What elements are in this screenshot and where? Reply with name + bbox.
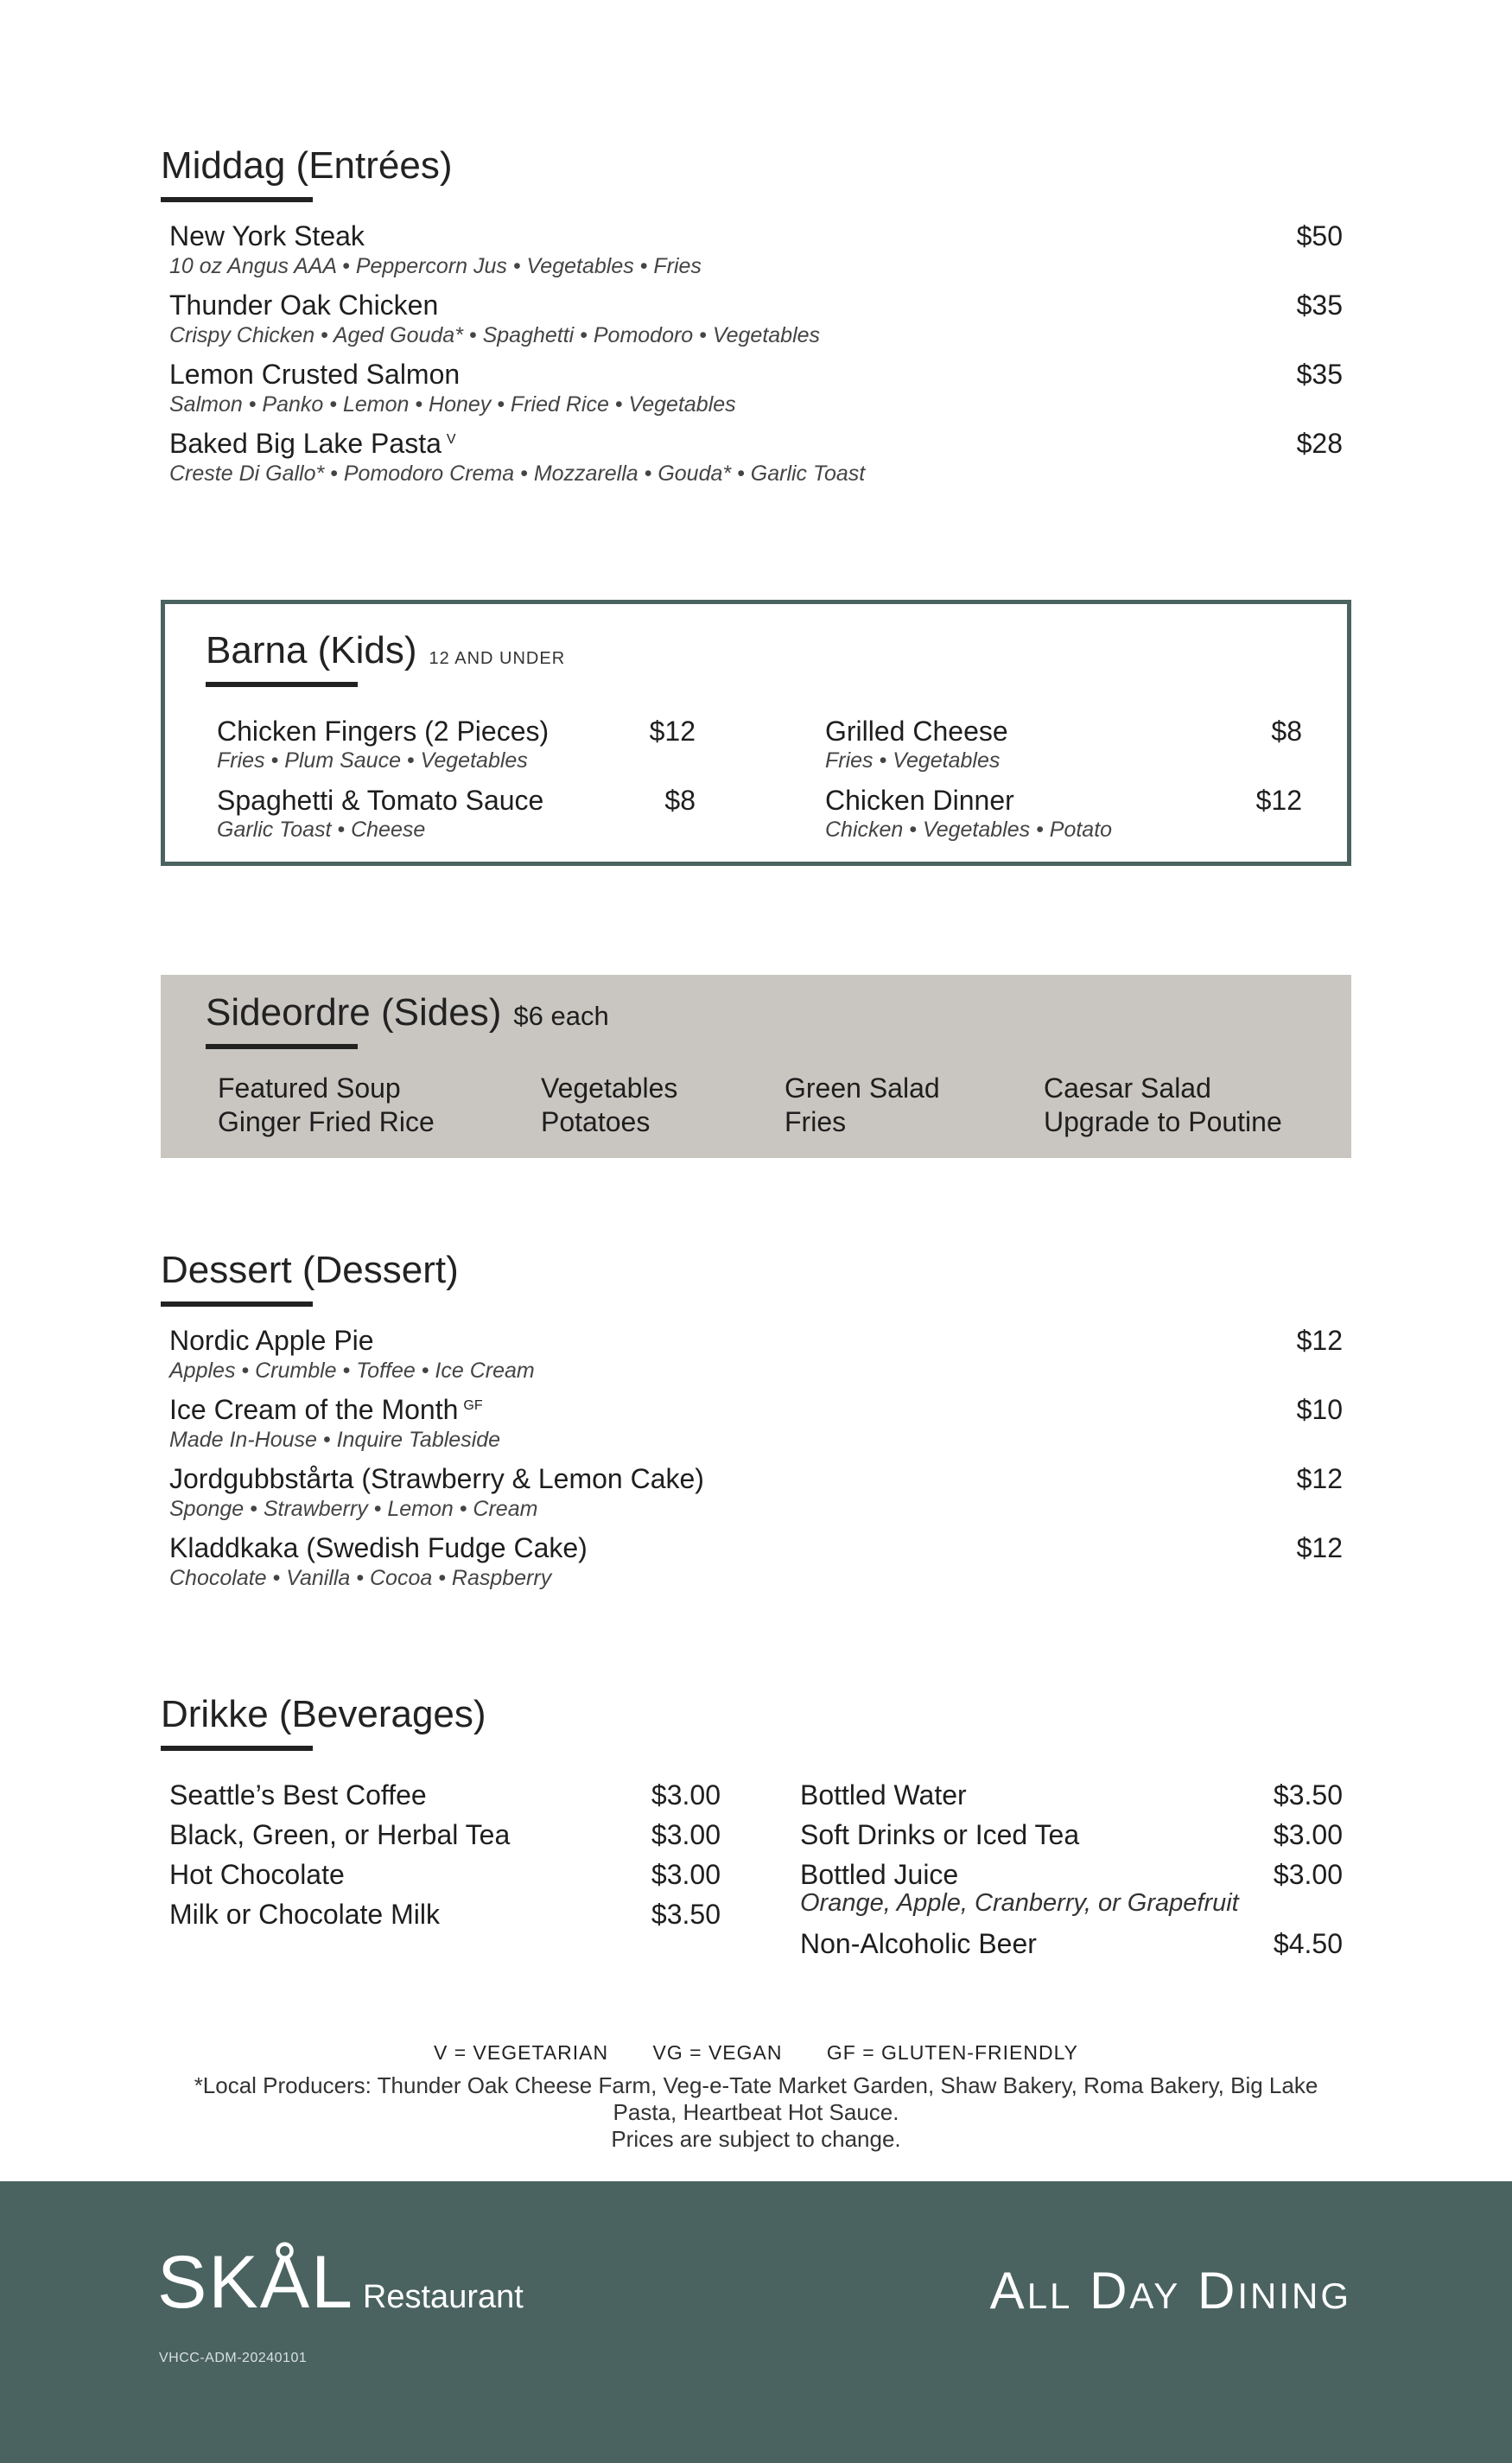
- side-item: Caesar Salad: [1044, 1072, 1211, 1104]
- beverage-name: Bottled Water: [800, 1779, 967, 1811]
- restaurant-logo: [157, 2240, 524, 2326]
- item-name: Chicken Fingers (2 Pieces): [217, 716, 550, 747]
- item-description: Made In-House • Inquire Tableside: [169, 1427, 501, 1452]
- beverage-name: Soft Drinks or Iced Tea: [800, 1819, 1080, 1850]
- item-name: Lemon Crusted Salmon: [169, 359, 461, 391]
- menu-item: [825, 784, 1302, 853]
- price-disclaimer: Prices are subject to change.: [611, 2126, 901, 2152]
- item-description: Creste Di Gallo* • Pomodoro Crema • Mozzarella • Gouda* • Garlic Toast: [169, 461, 866, 486]
- beverage-name: Milk or Chocolate Milk: [169, 1899, 440, 1930]
- section-underline: [206, 682, 358, 687]
- item-description: Crispy Chicken • Aged Gouda* • Spaghetti • Pomodoro • Vegetables: [169, 322, 821, 347]
- kids-column-left: [217, 715, 696, 853]
- age-note: 12 AND UNDER: [429, 649, 566, 669]
- dessert-section: [161, 1250, 1351, 1601]
- item-name: Jordgubbstårta (Strawberry & Lemon Cake): [169, 1463, 704, 1495]
- section-underline: [206, 1044, 358, 1049]
- item-name: New York Steak: [169, 220, 365, 252]
- beverage-price: $3.50: [1273, 1779, 1343, 1811]
- beverage-price: $3.00: [651, 1819, 721, 1850]
- dietary-tag: GF: [463, 1397, 483, 1413]
- footer-banner: [0, 2181, 1512, 2463]
- sides-section: [161, 975, 1351, 1158]
- beverage-name: Non-Alcoholic Beer: [800, 1928, 1037, 1959]
- item-price: $12: [1296, 1532, 1343, 1564]
- section-title: Middag (Entrées): [161, 144, 453, 187]
- sides-price: $6 each: [513, 1001, 609, 1031]
- legend-gluten-friendly: GF = GLUTEN-FRIENDLY: [826, 2041, 1078, 2064]
- beverage-item: [800, 1818, 1343, 1858]
- beverages-section: [161, 1693, 1351, 1959]
- item-description: Sponge • Strawberry • Lemon • Cream: [169, 1496, 538, 1521]
- beverage-item: [169, 1818, 721, 1858]
- item-description: Fries • Plum Sauce • Vegetables: [217, 748, 528, 773]
- beverage-item: [800, 1927, 1343, 1967]
- beverage-item: [800, 1779, 1343, 1818]
- side-item: Upgrade to Poutine: [1044, 1106, 1282, 1137]
- side-item: Potatoes: [541, 1106, 651, 1137]
- item-name: Ice Cream of the Month: [169, 1394, 459, 1426]
- item-price: $28: [1296, 428, 1343, 460]
- item-price: $12: [649, 716, 696, 747]
- beverage-name: Black, Green, or Herbal Tea: [169, 1819, 511, 1850]
- item-description: 10 oz Angus AAA • Peppercorn Jus • Vegetables • Fries: [169, 253, 702, 278]
- item-description: Apples • Crumble • Toffee • Ice Cream: [169, 1358, 535, 1383]
- menu-item: [217, 715, 696, 784]
- item-description: Chocolate • Vanilla • Cocoa • Raspberry: [169, 1565, 552, 1590]
- section-title: Sideordre (Sides): [206, 991, 502, 1034]
- item-name: Nordic Apple Pie: [169, 1325, 374, 1357]
- item-name: Spaghetti & Tomato Sauce: [217, 785, 544, 816]
- side-item: Vegetables: [541, 1072, 678, 1104]
- item-name-with-tag: [169, 427, 1351, 460]
- side-item: Green Salad: [785, 1072, 940, 1104]
- item-description: Chicken • Vegetables • Potato: [825, 818, 1113, 843]
- kids-section: [161, 600, 1351, 866]
- menu-item: [169, 1531, 1351, 1601]
- item-price: $8: [1271, 716, 1302, 747]
- beverage-price: $3.00: [1273, 1819, 1343, 1850]
- section-underline: [161, 197, 313, 202]
- item-price: $10: [1296, 1394, 1343, 1426]
- item-description: Fries • Vegetables: [825, 748, 1001, 773]
- sides-list: [218, 1072, 1341, 1141]
- item-name: Baked Big Lake Pasta: [169, 428, 442, 460]
- menu-item: [169, 358, 1351, 427]
- dietary-legend: [0, 2041, 1512, 2065]
- side-item: Ginger Fried Rice: [218, 1106, 435, 1137]
- kids-column-right: [825, 715, 1302, 853]
- beverage-name: Hot Chocolate: [169, 1859, 345, 1890]
- beverage-name: Bottled Juice: [800, 1859, 959, 1890]
- beverage-item: [169, 1858, 721, 1898]
- item-price: $35: [1296, 359, 1343, 391]
- beverage-name: Seattle’s Best Coffee: [169, 1779, 427, 1811]
- beverage-price: $4.50: [1273, 1928, 1343, 1959]
- item-price: $12: [1296, 1463, 1343, 1495]
- section-underline: [161, 1746, 313, 1751]
- beverage-price: $3.00: [651, 1779, 721, 1811]
- beverage-description: Orange, Apple, Cranberry, or Grapefruit: [800, 1889, 1239, 1918]
- section-title: Barna (Kids): [206, 629, 417, 671]
- section-title: Dessert (Dessert): [161, 1249, 459, 1291]
- logo-subtitle: Restaurant: [362, 2279, 524, 2315]
- beverage-price: $3.00: [1273, 1859, 1343, 1890]
- legend-vegetarian: V = VEGETARIAN: [434, 2041, 609, 2064]
- entrees-section: [161, 145, 1351, 496]
- menu-item: [217, 784, 696, 853]
- item-name: Grilled Cheese: [825, 716, 1008, 747]
- menu-item: [169, 1462, 1351, 1531]
- section-underline: [161, 1302, 313, 1307]
- item-price: $12: [1255, 785, 1302, 816]
- section-title: Drikke (Beverages): [161, 1693, 486, 1735]
- item-name: Chicken Dinner: [825, 785, 1014, 816]
- footnotes: [161, 2072, 1351, 2153]
- menu-item: [169, 427, 1351, 496]
- logo-wordmark: SKÅL: [157, 2241, 354, 2324]
- beverage-item: [169, 1898, 721, 1938]
- menu-item: [169, 1393, 1351, 1462]
- menu-item: [169, 220, 1351, 289]
- menu-item: [825, 715, 1302, 784]
- beverages-column-right: [800, 1779, 1343, 1967]
- item-name: Thunder Oak Chicken: [169, 290, 439, 321]
- item-price: $35: [1296, 290, 1343, 321]
- item-price: $8: [664, 785, 696, 816]
- item-description: Salmon • Panko • Lemon • Honey • Fried Rice • Vegetables: [169, 391, 736, 417]
- beverage-item: [800, 1858, 1343, 1927]
- beverage-price: $3.50: [651, 1899, 721, 1930]
- item-price: $12: [1296, 1325, 1343, 1357]
- item-name-with-tag: [169, 1393, 1351, 1426]
- side-item: Featured Soup: [218, 1072, 401, 1104]
- dietary-tag: V: [446, 431, 456, 447]
- menu-tagline: All Day Dining: [989, 2262, 1351, 2320]
- document-code: VHCC-ADM-20240101: [159, 2351, 308, 2365]
- item-name: Kladdkaka (Swedish Fudge Cake): [169, 1532, 588, 1564]
- side-item: Fries: [785, 1106, 847, 1137]
- legend-vegan: VG = VEGAN: [652, 2041, 783, 2064]
- beverage-item: [169, 1779, 721, 1818]
- beverage-price: $3.00: [651, 1859, 721, 1890]
- menu-item: [169, 1324, 1351, 1393]
- beverages-column-left: [169, 1779, 721, 1938]
- menu-item: [169, 289, 1351, 358]
- item-price: $50: [1296, 220, 1343, 252]
- local-producers-note: *Local Producers: Thunder Oak Cheese Farm, Veg-e-Tate Market Garden, Shaw Bakery, Roma Bakery, Big Lake Pasta, Heartbeat Hot Sauce.: [194, 2072, 1318, 2125]
- item-description: Garlic Toast • Cheese: [217, 818, 426, 843]
